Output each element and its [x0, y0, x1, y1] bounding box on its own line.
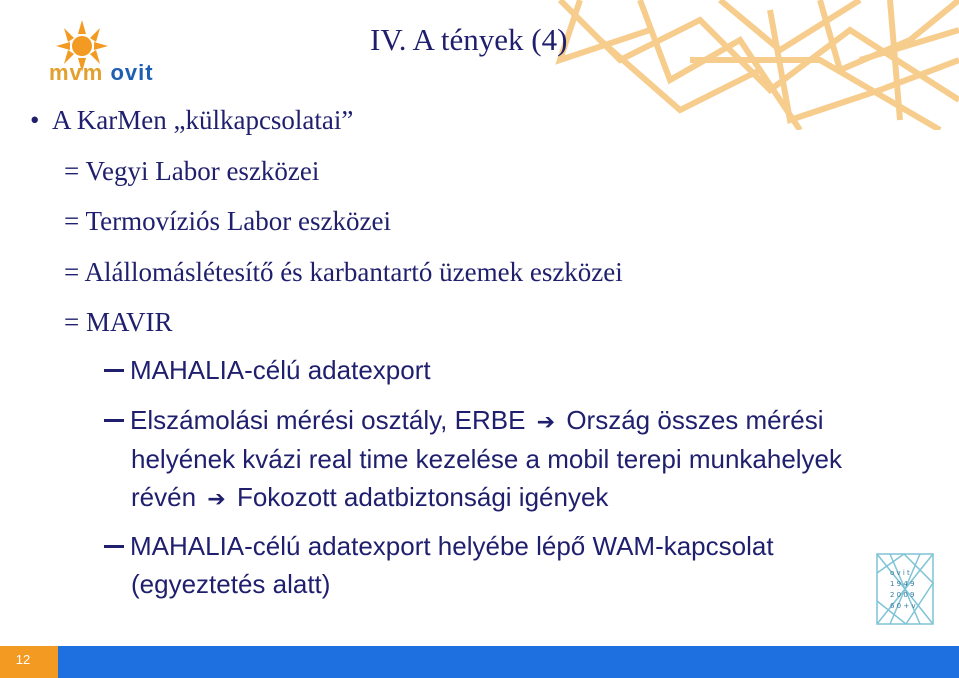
mavir-item-2	[104, 404, 824, 439]
mavir-item-3-line-2: (egyeztetés alatt)	[131, 569, 331, 599]
badge-line-1: o v i t	[890, 569, 910, 577]
mavir-item-2-text-a: Elszámolási mérési osztály, ERBE	[130, 405, 526, 435]
badge-line-2: 1 9 4 9	[890, 580, 915, 588]
list-item: = Termovíziós Labor eszközei	[64, 206, 391, 236]
mavir-item-2-line-3	[131, 481, 608, 516]
dash-icon	[104, 545, 124, 548]
page-title: IV. A tények (4)	[370, 22, 568, 57]
decorative-network-pattern	[440, 0, 959, 130]
sun-logo-icon	[40, 18, 180, 98]
mavir-item-1	[104, 354, 431, 386]
logo-part-ovit: ovit	[110, 60, 154, 85]
mavir-item-1-text: MAHALIA-célú adatexport	[130, 355, 431, 385]
mavir-item-2-line-3-a: révén	[131, 482, 197, 512]
badge-line-3: 2 0 0 9	[890, 591, 915, 599]
list-item: = Alállomáslétesítő és karbantartó üzemek eszközei	[64, 257, 623, 287]
mavir-item-3-text: MAHALIA-célú adatexport helyébe lépő WAM-kapcsolat	[130, 531, 774, 561]
mavir-item-2-line-3-b: Fokozott adatbiztonsági igények	[236, 482, 609, 512]
mavir-item-2-line-2: helyének kvázi real time kezelése a mobil terepi munkahelyek	[131, 444, 843, 474]
footer-bar	[0, 646, 959, 678]
heading-text: A KarMen „külkapcsolatai”	[52, 105, 354, 135]
badge-line-4: 6 0 + v	[890, 602, 916, 610]
page-number: 12	[15, 652, 31, 667]
anniversary-badge	[876, 553, 934, 625]
dash-icon	[104, 419, 124, 422]
logo-part-mvm: mvm	[49, 60, 104, 85]
list-item: = MAVIR	[64, 307, 173, 337]
logo-wordmark	[49, 60, 154, 86]
heading-item	[30, 104, 353, 136]
dash-icon	[104, 369, 124, 372]
bullet-icon: •	[30, 105, 40, 135]
mavir-item-2-text-b: Ország összes mérési	[566, 405, 824, 435]
mavir-item-3	[104, 530, 774, 562]
right-arrow-icon: ➔	[536, 410, 556, 435]
list-item: = Vegyi Labor eszközei	[64, 156, 320, 186]
right-arrow-icon: ➔	[207, 487, 226, 512]
